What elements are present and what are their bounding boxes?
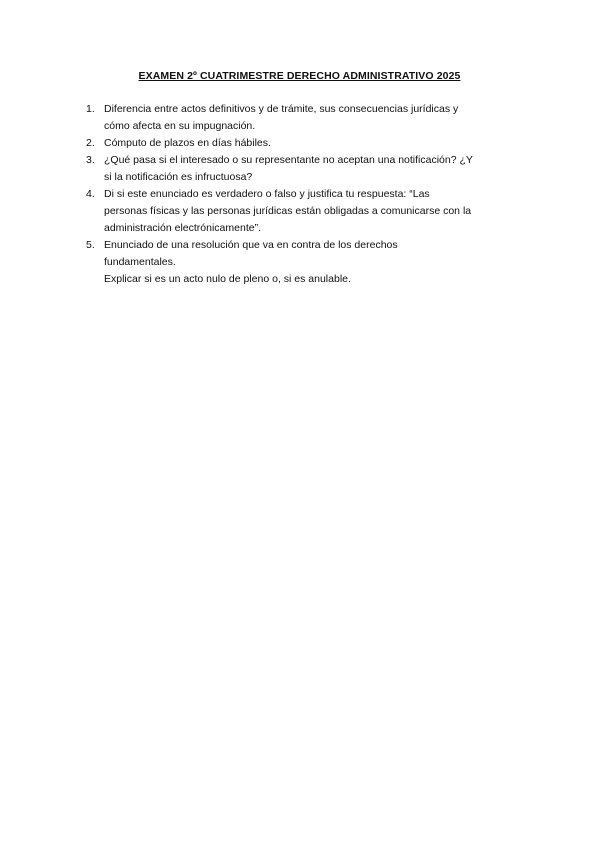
question-item-4 bbox=[0, 186, 599, 237]
question-text-line: Di si este enunciado es verdadero o falso y justifica tu respuesta: “Las bbox=[104, 188, 430, 200]
question-text-line: ¿Qué pasa si el interesado o su representante no aceptan una notificación? ¿Y bbox=[104, 154, 473, 166]
question-text-line: cómo afecta en su impugnación. bbox=[104, 120, 256, 132]
question-number: 4. bbox=[86, 188, 95, 200]
question-text-line: Cómputo de plazos en días hábiles. bbox=[104, 137, 271, 149]
question-number: 2. bbox=[86, 137, 95, 149]
question-number: 5. bbox=[86, 239, 95, 251]
question-text-line: fundamentales. bbox=[104, 256, 176, 268]
question-item-1 bbox=[0, 101, 599, 135]
question-item-3 bbox=[0, 152, 599, 186]
question-text-line: personas físicas y las personas jurídicas están obligadas a comunicarse con la bbox=[104, 205, 472, 217]
question-text-line: administración electrónicamente”. bbox=[104, 222, 261, 234]
question-text-line: si la notificación es infructuosa? bbox=[104, 171, 253, 183]
page-title: EXAMEN 2º CUATRIMESTRE DERECHO ADMINISTRATIVO 2025 bbox=[138, 70, 461, 82]
question-text-line: Enunciado de una resolución que va en contra de los derechos bbox=[104, 239, 398, 251]
question-list bbox=[0, 101, 599, 288]
question-text-line: Explicar si es un acto nulo de pleno o, si es anulable. bbox=[104, 273, 351, 285]
question-number: 1. bbox=[86, 103, 95, 115]
question-item-5 bbox=[0, 237, 599, 288]
question-item-2 bbox=[0, 135, 599, 152]
question-number: 3. bbox=[86, 154, 95, 166]
question-text-line: Diferencia entre actos definitivos y de trámite, sus consecuencias jurídicas y bbox=[104, 103, 459, 115]
